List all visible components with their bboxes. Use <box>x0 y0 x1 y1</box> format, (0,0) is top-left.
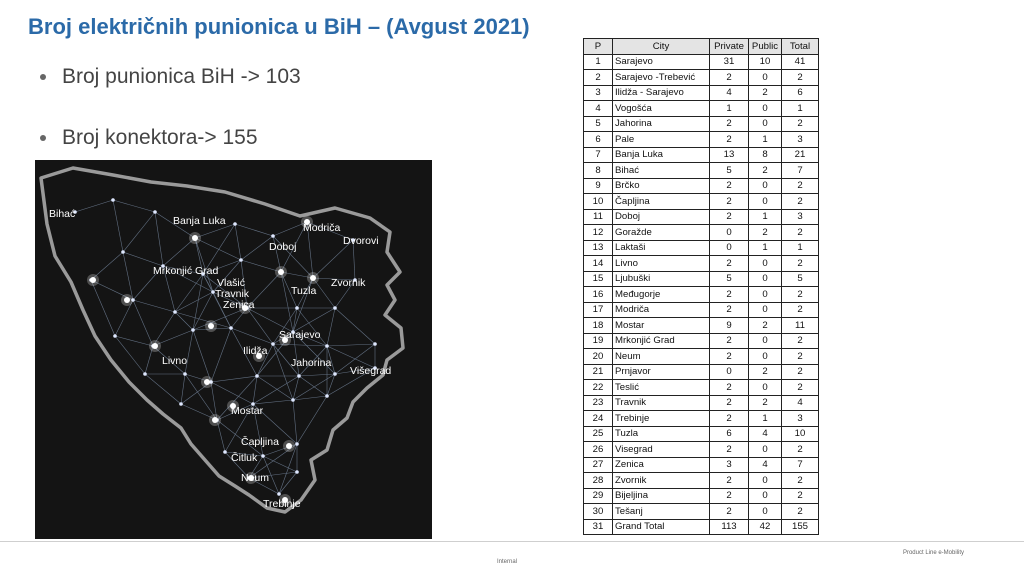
station-node <box>121 250 125 254</box>
cell-public: 4 <box>749 457 782 473</box>
table-row <box>584 287 819 303</box>
table-row <box>584 457 819 473</box>
cell-public: 0 <box>749 302 782 318</box>
table-row <box>584 473 819 489</box>
city-label: Dvorovi <box>343 235 379 247</box>
cell-total: 7 <box>782 457 819 473</box>
cell-p: 15 <box>584 271 613 287</box>
cell-p: 24 <box>584 411 613 427</box>
cell-total: 2 <box>782 488 819 504</box>
cell-private: 2 <box>710 442 749 458</box>
station-node <box>261 454 265 458</box>
cell-city: Brčko <box>613 178 710 194</box>
station-hub <box>286 443 292 449</box>
table-row <box>584 271 819 287</box>
station-node <box>153 210 157 214</box>
cell-p: 28 <box>584 473 613 489</box>
table-row <box>584 302 819 318</box>
cell-public: 0 <box>749 256 782 272</box>
cell-city: Zvornik <box>613 473 710 489</box>
city-label: Bihać <box>49 208 76 220</box>
cell-private: 2 <box>710 287 749 303</box>
cell-total: 2 <box>782 333 819 349</box>
cell-total: 4 <box>782 395 819 411</box>
cell-public: 1 <box>749 132 782 148</box>
cell-public: 2 <box>749 163 782 179</box>
cell-private: 3 <box>710 457 749 473</box>
cell-public: 10 <box>749 54 782 70</box>
table-row <box>584 225 819 241</box>
cell-private: 13 <box>710 147 749 163</box>
cell-total: 3 <box>782 411 819 427</box>
cell-p: 20 <box>584 349 613 365</box>
cell-public: 42 <box>749 519 782 535</box>
map-background <box>35 160 432 539</box>
header-public: Public <box>749 39 782 55</box>
cell-p: 29 <box>584 488 613 504</box>
bullet-connectors <box>40 126 258 150</box>
station-hub <box>90 277 96 283</box>
cell-city: Travnik <box>613 395 710 411</box>
map-svg <box>35 160 432 539</box>
cell-p: 21 <box>584 364 613 380</box>
cell-public: 1 <box>749 240 782 256</box>
city-label: Livno <box>162 355 188 367</box>
cell-private: 2 <box>710 411 749 427</box>
station-node <box>333 306 337 310</box>
station-node <box>255 374 259 378</box>
cell-p: 5 <box>584 116 613 132</box>
cell-private: 9 <box>710 318 749 334</box>
cell-public: 2 <box>749 85 782 101</box>
cell-total: 11 <box>782 318 819 334</box>
cell-private: 5 <box>710 163 749 179</box>
cell-city: Visegrad <box>613 442 710 458</box>
cell-public: 0 <box>749 194 782 210</box>
cell-p: 9 <box>584 178 613 194</box>
station-node <box>325 394 329 398</box>
cell-private: 2 <box>710 256 749 272</box>
cell-p: 7 <box>584 147 613 163</box>
table-row <box>584 70 819 86</box>
table-row <box>584 163 819 179</box>
cell-total: 1 <box>782 101 819 117</box>
cell-city: Goražde <box>613 225 710 241</box>
cell-p: 1 <box>584 54 613 70</box>
station-node <box>233 222 237 226</box>
bullet-dot <box>40 135 46 141</box>
cell-public: 0 <box>749 504 782 520</box>
cell-p: 16 <box>584 287 613 303</box>
cell-private: 0 <box>710 225 749 241</box>
cell-public: 0 <box>749 349 782 365</box>
cell-public: 4 <box>749 426 782 442</box>
cell-total: 2 <box>782 473 819 489</box>
cell-total: 2 <box>782 349 819 365</box>
station-hub <box>278 269 284 275</box>
footer-divider <box>0 541 1024 542</box>
cell-private: 2 <box>710 209 749 225</box>
cell-private: 0 <box>710 240 749 256</box>
table-row <box>584 178 819 194</box>
table-row <box>584 54 819 70</box>
table-row <box>584 380 819 396</box>
cell-total: 3 <box>782 132 819 148</box>
city-label: Vlašić <box>217 277 246 289</box>
station-node <box>179 402 183 406</box>
cell-city: Laktaši <box>613 240 710 256</box>
cell-total: 2 <box>782 287 819 303</box>
cell-p: 31 <box>584 519 613 535</box>
cell-city: Međugorje <box>613 287 710 303</box>
cell-total: 2 <box>782 194 819 210</box>
table-row <box>584 147 819 163</box>
cell-p: 27 <box>584 457 613 473</box>
city-label: Ilidža <box>243 345 268 357</box>
cell-private: 2 <box>710 178 749 194</box>
cell-total: 2 <box>782 380 819 396</box>
cell-private: 31 <box>710 54 749 70</box>
station-node <box>143 372 147 376</box>
cell-private: 4 <box>710 85 749 101</box>
station-node <box>271 342 275 346</box>
cell-city: Grand Total <box>613 519 710 535</box>
table-row <box>584 426 819 442</box>
cell-total: 1 <box>782 240 819 256</box>
cell-city: Teslić <box>613 380 710 396</box>
cell-private: 2 <box>710 132 749 148</box>
city-label: Čapljina <box>241 436 279 448</box>
cell-total: 2 <box>782 256 819 272</box>
table-row <box>584 504 819 520</box>
footer-classification: Internal <box>497 559 518 565</box>
cell-public: 0 <box>749 442 782 458</box>
cell-total: 2 <box>782 70 819 86</box>
cell-city: Banja Luka <box>613 147 710 163</box>
cell-private: 2 <box>710 302 749 318</box>
cell-public: 2 <box>749 364 782 380</box>
cell-public: 1 <box>749 411 782 427</box>
cell-private: 2 <box>710 380 749 396</box>
cell-total: 2 <box>782 178 819 194</box>
cell-p: 10 <box>584 194 613 210</box>
city-label: Doboj <box>269 241 297 253</box>
city-label: Zenica <box>223 299 255 311</box>
cell-p: 13 <box>584 240 613 256</box>
cell-private: 113 <box>710 519 749 535</box>
table-row <box>584 395 819 411</box>
station-hub <box>124 297 130 303</box>
table-row <box>584 442 819 458</box>
table-row <box>584 256 819 272</box>
city-label: Čitluk <box>231 452 258 464</box>
cell-public: 2 <box>749 395 782 411</box>
table-row <box>584 488 819 504</box>
cell-p: 17 <box>584 302 613 318</box>
cell-city: Jahorina <box>613 116 710 132</box>
cell-p: 25 <box>584 426 613 442</box>
station-hub <box>152 343 158 349</box>
station-hub <box>310 275 316 281</box>
station-node <box>333 372 337 376</box>
city-label: Mostar <box>231 405 264 417</box>
cell-public: 1 <box>749 209 782 225</box>
table-row <box>584 318 819 334</box>
cell-private: 6 <box>710 426 749 442</box>
table-row <box>584 101 819 117</box>
bih-network-map <box>35 160 432 539</box>
cell-total: 2 <box>782 442 819 458</box>
table-row <box>584 209 819 225</box>
city-label: Modriča <box>303 222 341 234</box>
station-node <box>373 342 377 346</box>
station-node <box>191 328 195 332</box>
cell-city: Trebinje <box>613 411 710 427</box>
cell-total: 2 <box>782 364 819 380</box>
cell-public: 2 <box>749 318 782 334</box>
cell-private: 0 <box>710 364 749 380</box>
city-label: Mrkonjić Grad <box>153 265 219 277</box>
table-row <box>584 519 819 535</box>
cell-p: 23 <box>584 395 613 411</box>
cell-public: 0 <box>749 473 782 489</box>
station-node <box>295 306 299 310</box>
table-row <box>584 333 819 349</box>
city-label: Jahorina <box>291 357 332 369</box>
cell-city: Mostar <box>613 318 710 334</box>
cell-public: 2 <box>749 225 782 241</box>
table-row <box>584 132 819 148</box>
cell-public: 0 <box>749 116 782 132</box>
city-label: Neum <box>241 472 270 484</box>
station-node <box>297 374 301 378</box>
cell-city: Ilidža - Sarajevo <box>613 85 710 101</box>
cell-total: 2 <box>782 302 819 318</box>
cell-city: Bijeljina <box>613 488 710 504</box>
cell-private: 2 <box>710 395 749 411</box>
cell-p: 18 <box>584 318 613 334</box>
cell-public: 8 <box>749 147 782 163</box>
cell-private: 2 <box>710 333 749 349</box>
cell-city: Zenica <box>613 457 710 473</box>
cell-city: Bihać <box>613 163 710 179</box>
city-label: Tuzla <box>291 285 317 297</box>
cell-city: Sarajevo <box>613 54 710 70</box>
station-node <box>277 492 281 496</box>
slide-title: Broj električnih punionica u BiH – (Avgust 2021) <box>28 14 530 39</box>
bullet-stations <box>40 65 301 89</box>
bullet-dot <box>40 74 46 80</box>
city-label: Zvornik <box>331 277 366 289</box>
cell-city: Ljubuški <box>613 271 710 287</box>
cell-city: Mrkonjić Grad <box>613 333 710 349</box>
city-label: Banja Luka <box>173 215 226 227</box>
station-node <box>173 310 177 314</box>
cell-private: 1 <box>710 101 749 117</box>
station-node <box>111 198 115 202</box>
cell-city: Neum <box>613 349 710 365</box>
cell-private: 5 <box>710 271 749 287</box>
header-city: City <box>613 39 710 55</box>
cell-p: 3 <box>584 85 613 101</box>
cell-total: 41 <box>782 54 819 70</box>
cell-total: 2 <box>782 225 819 241</box>
station-node <box>291 398 295 402</box>
cell-public: 0 <box>749 488 782 504</box>
table-row <box>584 349 819 365</box>
cell-public: 0 <box>749 101 782 117</box>
cell-city: Pale <box>613 132 710 148</box>
table-row <box>584 116 819 132</box>
cell-p: 6 <box>584 132 613 148</box>
city-label: Travnik <box>215 288 250 300</box>
cell-public: 0 <box>749 333 782 349</box>
table-row <box>584 240 819 256</box>
cell-p: 26 <box>584 442 613 458</box>
station-node <box>295 470 299 474</box>
bullet-stations-text: Broj punionica BiH -> 103 <box>62 65 301 88</box>
cell-p: 30 <box>584 504 613 520</box>
cell-p: 4 <box>584 101 613 117</box>
cell-total: 6 <box>782 85 819 101</box>
cell-public: 0 <box>749 271 782 287</box>
header-total: Total <box>782 39 819 55</box>
city-label: Višegrad <box>350 365 392 377</box>
station-node <box>325 344 329 348</box>
station-node <box>229 326 233 330</box>
cell-city: Sarajevo -Trebević <box>613 70 710 86</box>
station-node <box>271 234 275 238</box>
city-label: Sarajevo <box>279 329 321 341</box>
cell-public: 0 <box>749 287 782 303</box>
station-node <box>239 258 243 262</box>
station-hub <box>208 323 214 329</box>
station-node <box>113 334 117 338</box>
cell-p: 14 <box>584 256 613 272</box>
station-hub <box>192 235 198 241</box>
cell-p: 19 <box>584 333 613 349</box>
station-node <box>223 450 227 454</box>
cell-city: Tuzla <box>613 426 710 442</box>
table-row <box>584 194 819 210</box>
cell-total: 5 <box>782 271 819 287</box>
station-node <box>183 372 187 376</box>
header-p: P <box>584 39 613 55</box>
cell-total: 7 <box>782 163 819 179</box>
cell-private: 2 <box>710 194 749 210</box>
cell-private: 2 <box>710 488 749 504</box>
cell-private: 2 <box>710 70 749 86</box>
station-hub <box>204 379 210 385</box>
table-row <box>584 85 819 101</box>
cell-total: 21 <box>782 147 819 163</box>
cell-city: Vogošća <box>613 101 710 117</box>
bullet-connectors-text: Broj konektora-> 155 <box>62 126 258 149</box>
stations-table <box>583 38 819 535</box>
cell-city: Doboj <box>613 209 710 225</box>
cell-private: 2 <box>710 349 749 365</box>
station-hub <box>212 417 218 423</box>
cell-p: 8 <box>584 163 613 179</box>
cell-private: 2 <box>710 116 749 132</box>
cell-total: 10 <box>782 426 819 442</box>
cell-p: 12 <box>584 225 613 241</box>
cell-total: 155 <box>782 519 819 535</box>
cell-city: Livno <box>613 256 710 272</box>
cell-total: 2 <box>782 116 819 132</box>
cell-private: 2 <box>710 473 749 489</box>
cell-total: 2 <box>782 504 819 520</box>
cell-total: 3 <box>782 209 819 225</box>
cell-public: 0 <box>749 178 782 194</box>
cell-private: 2 <box>710 504 749 520</box>
city-label: Trebinje <box>263 498 301 510</box>
header-private: Private <box>710 39 749 55</box>
table-header-row <box>584 39 819 55</box>
footer-product-line: Product Line e-Mobility <box>902 550 964 556</box>
table-row <box>584 364 819 380</box>
cell-p: 11 <box>584 209 613 225</box>
station-node <box>295 442 299 446</box>
cell-city: Tešanj <box>613 504 710 520</box>
cell-city: Prnjavor <box>613 364 710 380</box>
table-row <box>584 411 819 427</box>
cell-p: 2 <box>584 70 613 86</box>
cell-city: Modriča <box>613 302 710 318</box>
cell-city: Čapljina <box>613 194 710 210</box>
cell-p: 22 <box>584 380 613 396</box>
cell-public: 0 <box>749 380 782 396</box>
cell-public: 0 <box>749 70 782 86</box>
